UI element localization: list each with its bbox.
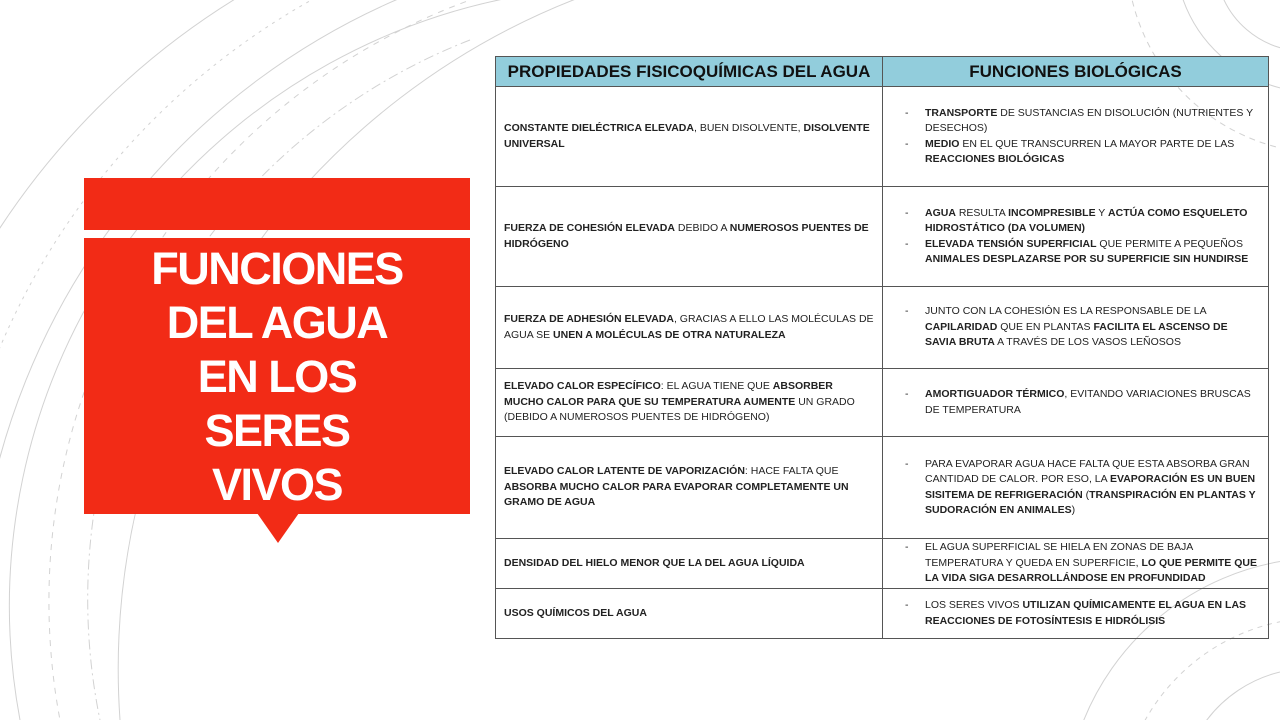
property-text: [504, 464, 874, 511]
function-item: [891, 387, 1260, 418]
text-segment: ): [1071, 504, 1076, 516]
text-segment: ABSORBA MUCHO CALOR PARA EVAPORAR COMPLETAMENTE UN GRAMO DE AGUA: [504, 480, 849, 509]
table-row: [496, 287, 1269, 369]
text-segment: EL AGUA SUPERFICIAL SE HIELA EN ZONAS DE BAJA TEMPERATURA Y QUEDA EN SUPERFICIE,: [925, 541, 1193, 569]
property-text: [504, 312, 874, 343]
property-text: [504, 121, 874, 152]
text-segment: QUE EN PLANTAS: [997, 320, 1094, 333]
function-item: [891, 540, 1260, 587]
table-row: [496, 539, 1269, 589]
dash-bullet: -: [905, 541, 909, 554]
function-cell: [883, 187, 1269, 287]
text-segment: FUERZA DE ADHESIÓN ELEVADA: [504, 313, 674, 325]
title-line: FUNCIONES: [151, 243, 403, 294]
dash-bullet: -: [905, 305, 909, 318]
text-segment: ACTÚA COMO ESQUELETO HIDROSTÁTICO (DA VOLUMEN): [925, 206, 1248, 234]
function-item: [891, 106, 1260, 137]
function-cell: [883, 589, 1269, 639]
text-segment: DISOLVENTE UNIVERSAL: [504, 122, 870, 150]
dash-bullet: -: [905, 237, 909, 250]
function-cell: [883, 87, 1269, 187]
text-segment: AGUA: [925, 206, 956, 219]
property-text: [504, 221, 874, 252]
property-cell: [496, 369, 883, 437]
text-segment: DE SUSTANCIAS EN DISOLUCIÓN (NUTRIENTES Y DESECHOS): [925, 106, 1253, 134]
text-segment: Y: [1095, 206, 1109, 219]
title-line: EN LOS: [197, 351, 357, 402]
function-item: [891, 137, 1260, 168]
function-text: [925, 137, 1260, 168]
property-cell: [496, 287, 883, 369]
text-segment: QUE PERMITE A PEQUEÑOS: [1096, 237, 1243, 250]
text-segment: UN GRADO (DEBIDO A NUMEROSOS PUENTES DE HIDRÓGENO): [504, 395, 855, 424]
header-properties: PROPIEDADES FISICOQUÍMICAS DEL AGUA: [496, 57, 883, 87]
text-segment: USOS QUÍMICOS DEL AGUA: [504, 606, 647, 619]
text-segment: NUMEROSOS PUENTES DE HIDRÓGENO: [504, 222, 869, 250]
function-item: [891, 206, 1260, 237]
text-segment: REACCIONES BIOLÓGICAS: [925, 153, 1065, 165]
text-segment: AMORTIGUADOR TÉRMICO: [925, 388, 1065, 400]
property-text: [504, 606, 874, 622]
table-row: [496, 187, 1269, 287]
title-line: DEL AGUA: [166, 297, 388, 348]
function-item: [891, 237, 1260, 268]
dash-bullet: -: [905, 206, 909, 219]
water-properties-table: [495, 56, 1269, 639]
text-segment: CAPILARIDAD: [925, 320, 998, 333]
text-segment: JUNTO CON LA COHESIÓN ES LA RESPONSABLE DE LA: [925, 305, 1207, 318]
text-segment: UNEN A MOLÉCULAS DE OTRA NATURALEZA: [553, 328, 786, 341]
dash-bullet: -: [905, 599, 909, 611]
function-text: [925, 387, 1260, 418]
text-segment: ELEVADA TENSIÓN SUPERFICIAL: [925, 237, 1097, 250]
text-segment: ANIMALES DESPLAZARSE POR SU SUPERFICIE SIN HUNDIRSE: [925, 253, 1249, 265]
function-text: [925, 304, 1260, 351]
text-segment: PARA EVAPORAR AGUA HACE FALTA QUE ESTA ABSORBA GRAN CANTIDAD DE CALOR. POR ESO, LA: [925, 457, 1250, 485]
function-item: [891, 457, 1260, 519]
header-functions: FUNCIONES BIOLÓGICAS: [883, 57, 1269, 87]
text-segment: UTILIZAN QUÍMICAMENTE EL AGUA EN LAS REACCIONES DE FOTOSÍNTESIS E HIDRÓLISIS: [925, 599, 1247, 627]
table-header-row: [496, 57, 1269, 87]
text-segment: : HACE FALTA QUE: [744, 465, 839, 478]
text-segment: LOS SERES VIVOS: [925, 599, 1023, 611]
function-item: [891, 304, 1260, 351]
dash-bullet: -: [905, 388, 909, 400]
property-cell: [496, 589, 883, 639]
text-segment: : EL AGUA TIENE QUE: [660, 380, 773, 393]
dash-bullet: -: [905, 106, 909, 119]
title-box: [84, 238, 470, 514]
property-cell: [496, 187, 883, 287]
property-text: [504, 556, 874, 572]
text-segment: TRANSPORTE: [925, 106, 998, 119]
text-segment: , BUEN DISOLVENTE,: [693, 122, 804, 134]
text-segment: MEDIO: [925, 137, 960, 150]
property-cell: [496, 437, 883, 539]
slide-title: [84, 242, 470, 512]
property-cell: [496, 87, 883, 187]
function-text: [925, 237, 1260, 268]
function-cell: [883, 369, 1269, 437]
text-segment: A TRAVÉS DE LOS VASOS LEÑOSOS: [994, 336, 1181, 349]
text-segment: CONSTANTE DIELÉCTRICA ELEVADA: [504, 122, 694, 134]
title-line: VIVOS: [211, 459, 343, 510]
text-segment: EVAPORACIÓN ES UN BUEN SISITEMA DE REFRIGERACIÓN: [925, 473, 1256, 501]
table-row: [496, 87, 1269, 187]
title-line: SERES: [204, 405, 350, 456]
property-cell: [496, 539, 883, 589]
title-pointer-arrow: [257, 513, 299, 543]
text-segment: EN EL QUE TRANSCURREN LA MAYOR PARTE DE LAS: [959, 137, 1235, 150]
dash-bullet: -: [905, 457, 909, 470]
text-segment: , EVITANDO VARIACIONES BRUSCAS DE TEMPERATURA: [925, 388, 1251, 416]
function-text: [925, 540, 1260, 587]
dash-bullet: -: [905, 137, 909, 150]
function-cell: [883, 539, 1269, 589]
text-segment: (: [1082, 488, 1090, 501]
text-segment: , GRACIAS A ELLO LAS MOLÉCULAS DE AGUA SE: [504, 313, 874, 341]
function-text: [925, 106, 1260, 137]
text-segment: DENSIDAD DEL HIELO MENOR QUE LA DEL AGUA LÍQUIDA: [504, 556, 805, 569]
text-segment: RESULTA: [955, 206, 1009, 219]
text-segment: INCOMPRESIBLE: [1008, 206, 1096, 219]
property-text: [504, 379, 874, 426]
text-segment: LO QUE PERMITE QUE LA VIDA SIGA DESARROLLÁNDOSE EN PROFUNDIDAD: [925, 556, 1257, 585]
function-text: [925, 457, 1260, 519]
function-cell: [883, 287, 1269, 369]
text-segment: TRANSPIRACIÓN EN PLANTAS Y SUDORACIÓN EN ANIMALES: [925, 488, 1256, 516]
title-accent-bar: [84, 178, 470, 230]
text-segment: ELEVADO CALOR LATENTE DE VAPORIZACIÓN: [504, 465, 745, 478]
function-text: [925, 206, 1260, 237]
text-segment: FACILITA EL ASCENSO DE SAVIA BRUTA: [925, 320, 1228, 349]
text-segment: ABSORBER MUCHO CALOR PARA QUE SU TEMPERATURA AUMENTE: [504, 380, 833, 408]
text-segment: FUERZA DE COHESIÓN ELEVADA: [504, 222, 675, 234]
text-segment: ELEVADO CALOR ESPECÍFICO: [504, 380, 661, 393]
function-cell: [883, 437, 1269, 539]
table-row: [496, 589, 1269, 639]
text-segment: DEBIDO A: [674, 222, 730, 234]
function-text: [925, 598, 1260, 629]
table-row: [496, 369, 1269, 437]
table-row: [496, 437, 1269, 539]
function-item: [891, 598, 1260, 629]
